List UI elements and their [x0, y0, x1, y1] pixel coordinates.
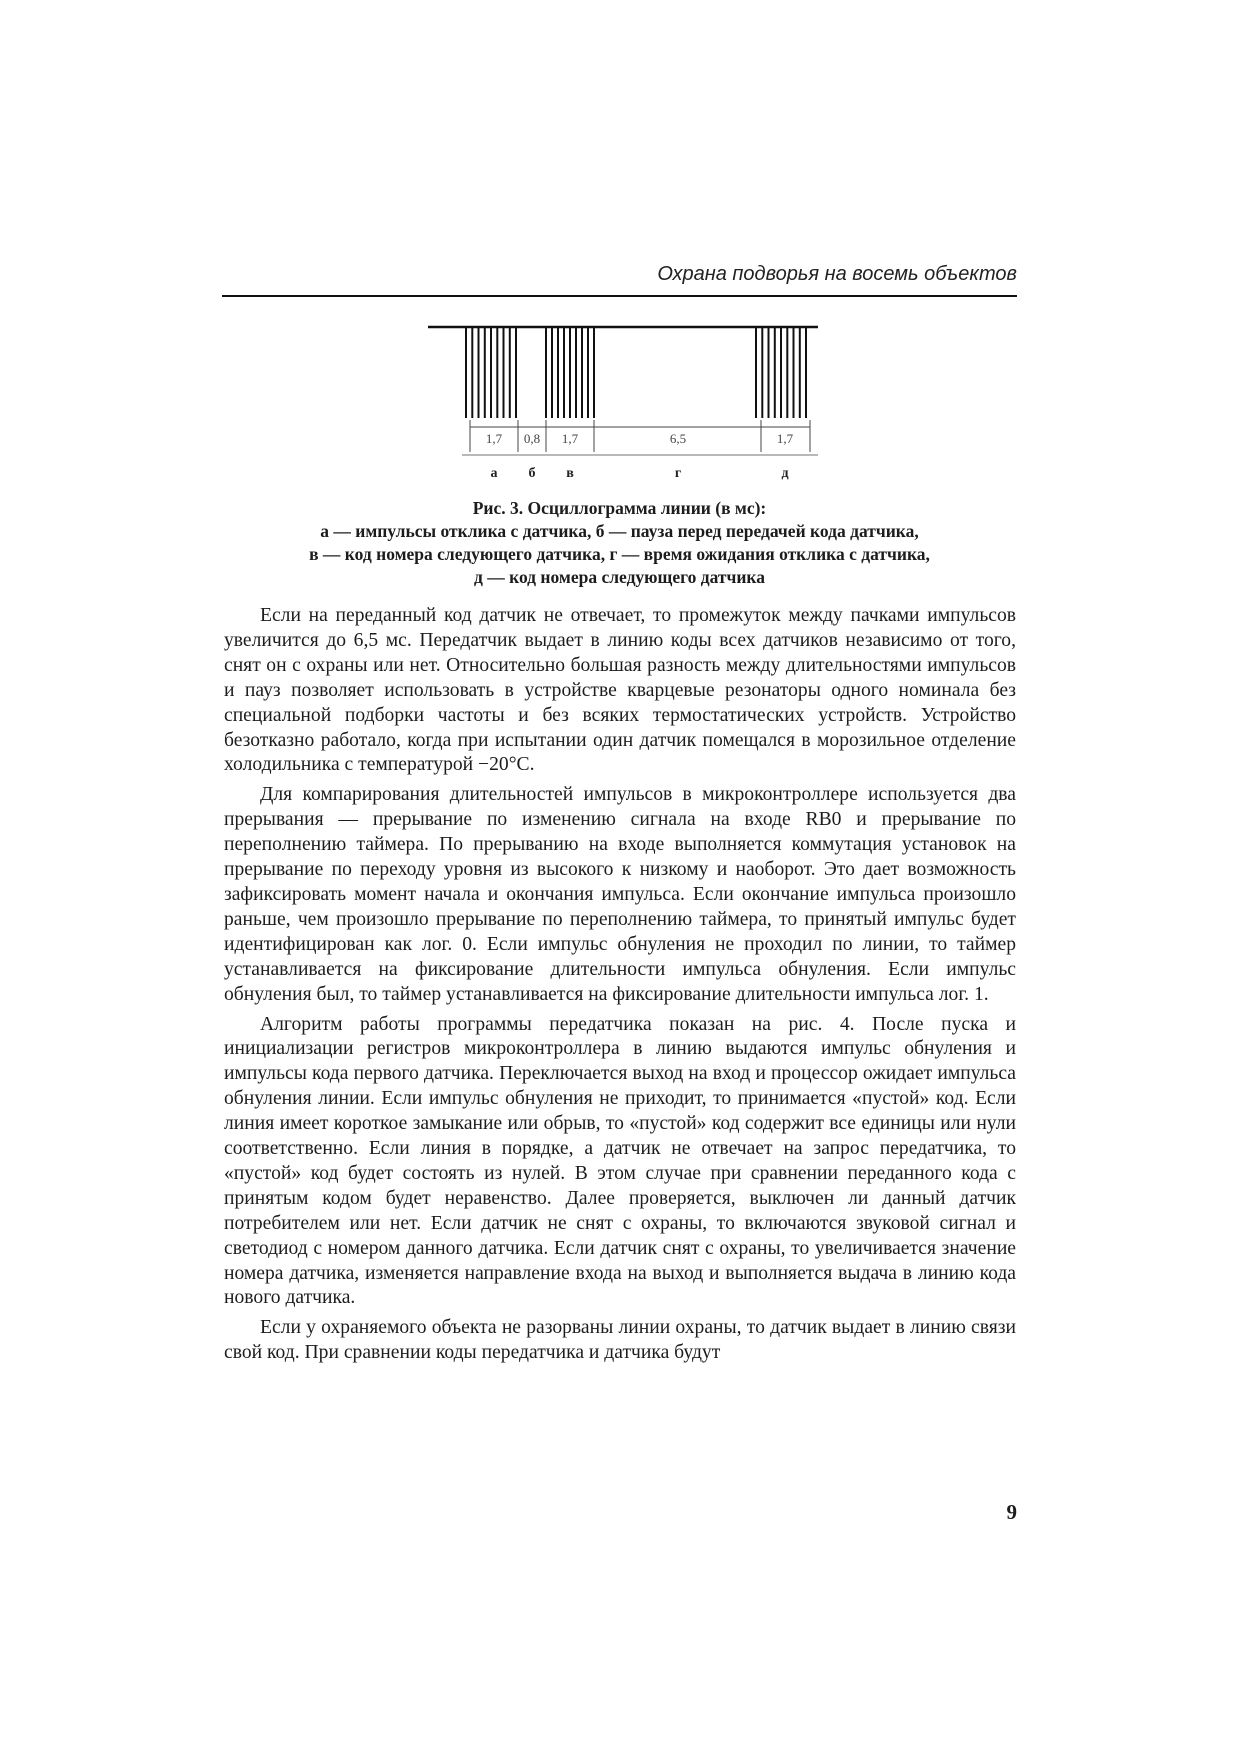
running-head: Охрана подворья на восемь объектов — [657, 263, 1017, 285]
oscillogram-figure — [0, 0, 1240, 480]
segment-value-a: 1,7 — [485, 431, 503, 446]
caption-line: а — импульсы отклика с датчика, б — пауза перед передачей кода датчика, — [320, 521, 919, 541]
segment-letter-a: а — [490, 466, 498, 480]
pulse-burst-v — [546, 327, 594, 418]
dimension-lines — [462, 420, 818, 455]
pulse-burst-a — [466, 327, 516, 418]
caption-line: в — код номера следующего датчика, г — время ожидания отклика с датчика, — [309, 544, 930, 564]
pulse-burst-d — [756, 327, 806, 418]
segment-value-d: 1,7 — [776, 431, 794, 446]
segment-letter-g: г — [674, 466, 682, 480]
segment-value-v: 1,7 — [561, 431, 579, 446]
waveform — [428, 327, 818, 418]
page-number: 9 — [1006, 1500, 1017, 1524]
segment-letters — [491, 466, 789, 480]
paragraph: Для компарирования длительностей импульсов в микроконтроллере используется два прерывания — прерывание по изменению сигнала на входе RB0 и прерывание по переполнению таймера. По прерыванию на входе выполняется коммутация установок на прерывание по переходу уровня из высокого к низкому и наоборот. Это дает возможность зафиксировать момент начала и окончания импульса. Если окончание импульса произошло раньше, чем произошло прерывание по переполнению таймера, то принятый импульс будет идентифицирован как лог. 0. Если импульс обнуления не проходил по линии, то таймер устанавливается на фиксирование длительности импульса обнуления. Если импульс обнуления был, то таймер устанавливается на фиксирование длительности импульса лог. 1. — [224, 784, 1016, 1005]
caption-line: д — код номера следующего датчика — [473, 567, 765, 587]
paragraph: Если у охраняемого объекта не разорваны линии охраны, то датчик выдает в линию связи свой код. При сравнении коды передатчика и датчика будут — [224, 1317, 1016, 1364]
paragraph: Если на переданный код датчик не отвечает, то промежуток между пачками импульсов увеличится до 6,5 мс. Передатчик выдает в линию коды всех датчиков независимо от того, снят он с охраны или нет. Относительно большая разность между длительностями импульсов и пауз позволяет использовать в устройстве кварцевые резонаторы одного номинала без специальной подборки частоты и без всяких термостатических устройств. Устройство безотказно работало, когда при испытании один датчик помещался в морозильное отделение холодильника с температурой −20°С. — [224, 605, 1016, 776]
segment-letter-d: д — [781, 466, 789, 480]
figure-caption — [222, 497, 1017, 589]
segment-value-b: 0,8 — [523, 431, 541, 446]
segment-letter-b: б — [528, 466, 536, 480]
caption-title: Рис. 3. Осциллограмма линии (в мс): — [472, 498, 767, 518]
segment-letter-v: в — [566, 466, 574, 480]
segment-value-g: 6,5 — [669, 431, 687, 446]
segment-values — [486, 431, 794, 446]
paragraph: Алгоритм работы программы передатчика показан на рис. 4. После пуска и инициализации регистров микроконтроллера в линию выдаются импульс обнуления и импульсы кода первого датчика. Переключается выход на вход и процессор ожидает импульса обнуления линии. Если импульс обнуления не приходит, то принимается «пустой» код. Если линия имеет короткое замыкание или обрыв, то «пустой» код содержит все единицы или нули соответственно. Если линия в порядке, а датчик не отвечает на запрос передатчика, то «пустой» код будет состоять из нулей. В этом случае при сравнении переданного кода с принятым кодом будет неравенство. Далее проверяется, выключен ли данный датчик потребителем или нет. Если датчик не снят с охраны, то включаются звуковой сигнал и светодиод с номером данного датчика. Если датчик снят с охраны, то увеличивается значение номера датчика, изменяется направление входа на выход и выполняется выдача в линию кода нового датчика. — [224, 1013, 1016, 1309]
body-text — [224, 604, 1016, 1366]
